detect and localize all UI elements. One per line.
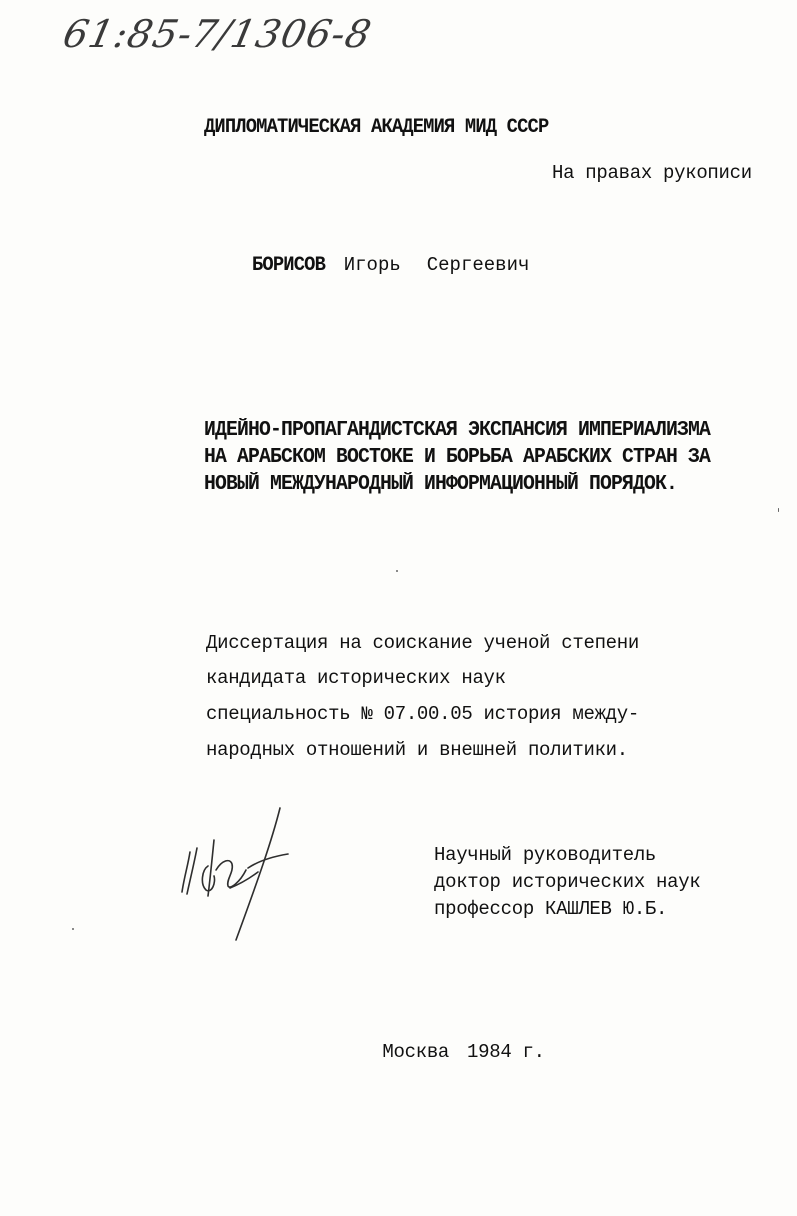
supervisor-line-3: профессор КАШЛЕВ Ю.Б. bbox=[434, 898, 668, 920]
dissertation-line-2: кандидата исторических наук bbox=[206, 667, 506, 689]
rights-note: На правах рукописи bbox=[552, 162, 752, 184]
year: 1984 г. bbox=[467, 1041, 545, 1063]
scan-speck bbox=[778, 508, 779, 512]
handwritten-catalog-mark: 61:85-7/1306-8 bbox=[59, 12, 376, 56]
handwritten-signature bbox=[170, 800, 300, 945]
place-year bbox=[338, 1024, 545, 1081]
dissertation-line-1: Диссертация на соискание ученой степени bbox=[206, 632, 639, 654]
dissertation-line-3: специальность № 07.00.05 история между- bbox=[206, 703, 639, 725]
scan-speck bbox=[396, 570, 398, 572]
dissertation-line-4: народных отношений и внешней политики. bbox=[206, 739, 628, 761]
author-patronymic: Сергеевич bbox=[426, 254, 530, 276]
author-line bbox=[204, 236, 529, 296]
title-line-2: НА АРАБСКОМ ВОСТОКЕ И БОРЬБА АРАБСКИХ СТРАН ЗА bbox=[204, 446, 710, 469]
city: Москва bbox=[382, 1041, 450, 1063]
author-surname: БОРИСОВ bbox=[252, 254, 326, 277]
scan-speck bbox=[72, 928, 74, 930]
author-name: Игорь bbox=[343, 254, 401, 276]
institution-name: ДИПЛОМАТИЧЕСКАЯ АКАДЕМИЯ МИД СССР bbox=[204, 116, 549, 139]
title-line-3: НОВЫЙ МЕЖДУНАРОДНЫЙ ИНФОРМАЦИОННЫЙ ПОРЯДОК. bbox=[204, 473, 678, 496]
title-line-1: ИДЕЙНО-ПРОПАГАНДИСТСКАЯ ЭКСПАНСИЯ ИМПЕРИАЛИЗМА bbox=[204, 419, 710, 442]
supervisor-line-1: Научный руководитель bbox=[434, 844, 657, 866]
supervisor-line-2: доктор исторических наук bbox=[434, 871, 701, 893]
